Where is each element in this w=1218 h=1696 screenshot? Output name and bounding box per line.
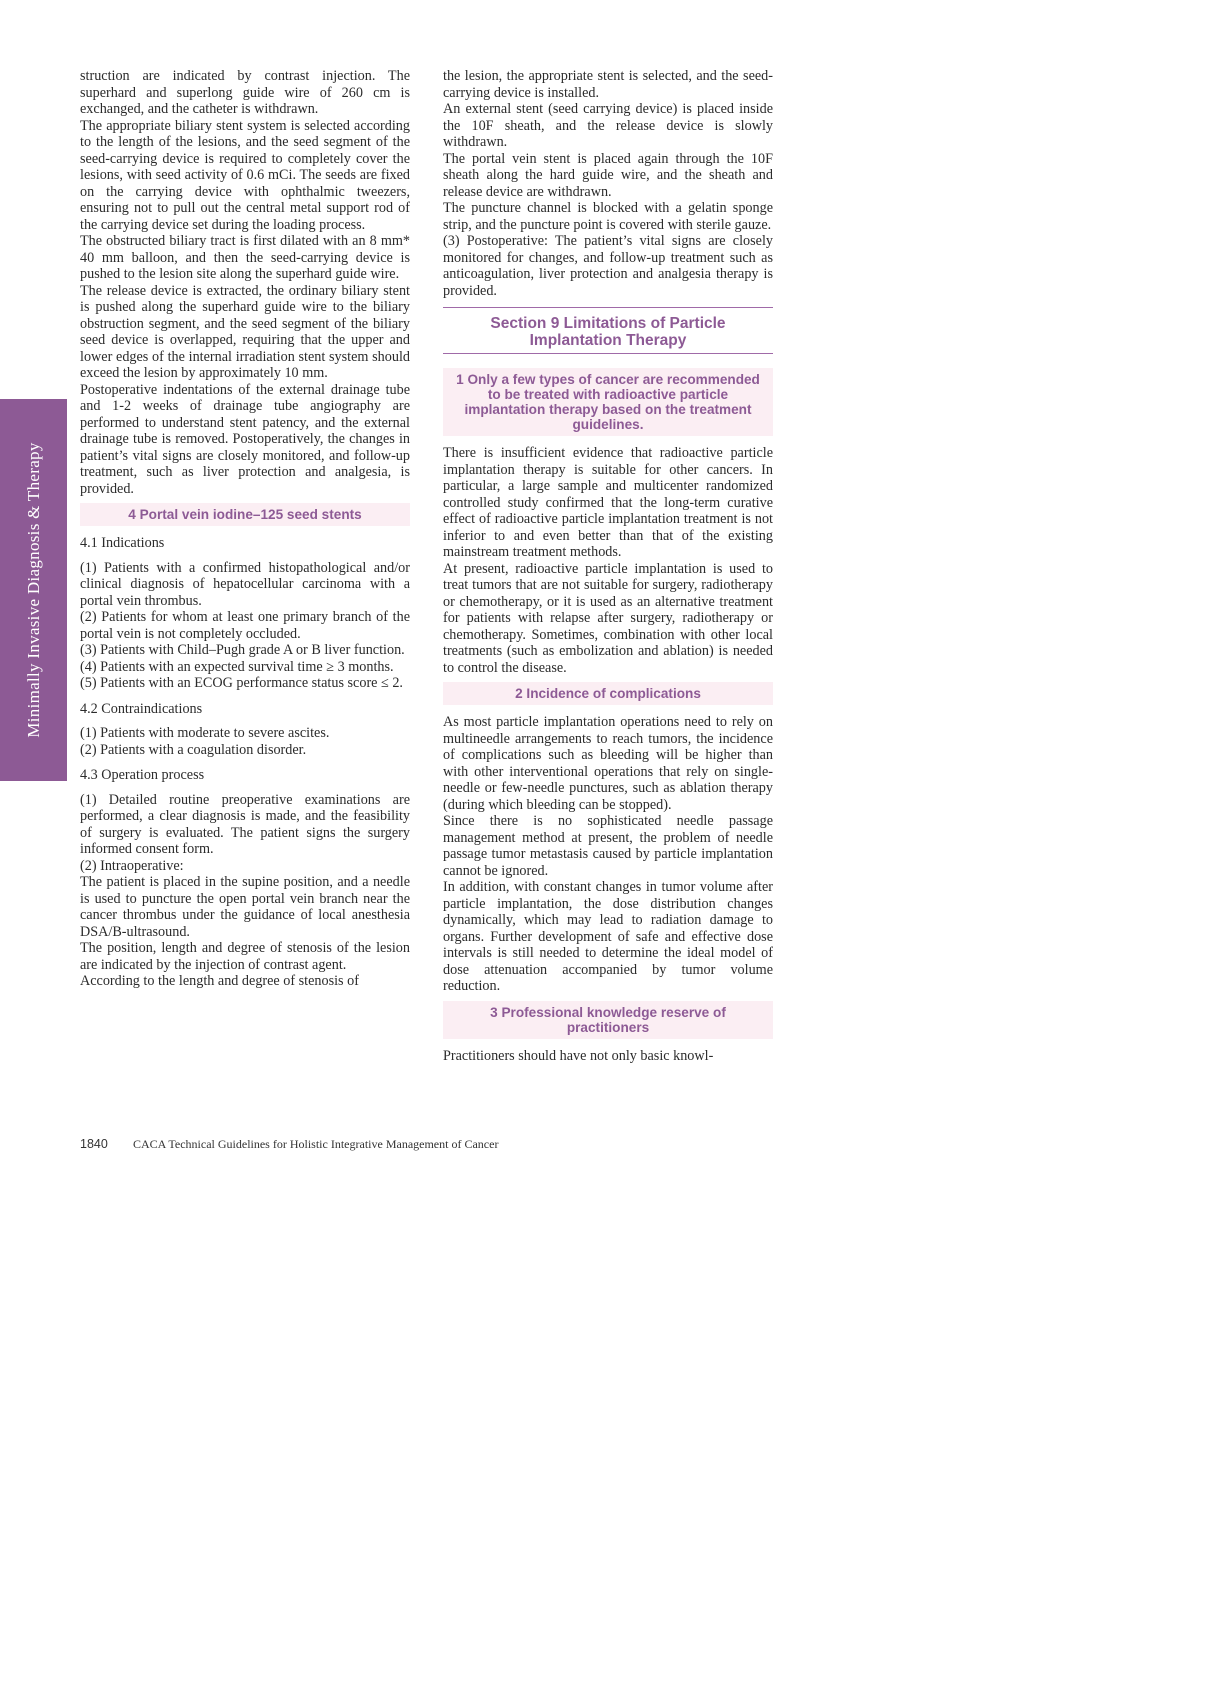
right-column [443,68,773,1064]
paragraph: Since there is no sophisticated needle passage management method at present, the problem of needle passage tumor metastasis caused by particle implantation cannot be ignored. [443,813,773,879]
paragraph: There is insufficient evidence that radioactive particle implantation therapy is suitable for other cancers. In particular, a large sample and multicenter randomized controlled study confirmed that the long-term curative effect of radioactive particle implantation treatment is not inferior to and even better than that of the existing mainstream treatment methods. [443,445,773,560]
running-title: CACA Technical Guidelines for Holistic Integrative Management of Cancer [132,1137,499,1151]
paragraph: At present, radioactive particle implantation is used to treat tumors that are not suitable for surgery, radiotherapy or chemotherapy, or it is used as an alternative treatment for patients with relapse after surgery, radiotherapy or chemotherapy. Sometimes, combination with other local treatments (such as embolization and ablation) is needed to control the disease. [443,560,773,676]
operation-step: The position, length and degree of stenosis of the lesion are indicated by the injection of contrast agent. [80,940,410,973]
indication-item: (2) Patients for whom at least one primary branch of the portal vein is not completely occluded. [80,609,410,642]
left-column [80,68,410,990]
paragraph: struction are indicated by contrast injection. The superhard and superlong guide wire of 260 cm is exchanged, and the catheter is withdrawn. [80,68,410,117]
paragraph: Postoperative indentations of the external drainage tube and 1-2 weeks of drainage tube angiography are performed to understand stent patency, and the external drainage tube is removed. Postoperatively, the changes in patient’s vital signs are closely monitored, and follow-up treatment, such as liver protection and analgesia, is provided. [80,381,410,497]
operation-step: (1) Detailed routine preoperative examinations are performed, a clear diagnosis is made, and the feasibility of surgery is evaluated. The patient signs the surgery informed consent form. [80,791,410,857]
section-heading: Section 9 Limitations of Particle Implantation Therapy [443,307,773,354]
heading-portal-vein-stents: 4 Portal vein iodine–125 seed stents [80,503,410,526]
paragraph: The appropriate biliary stent system is selected according to the length of the lesions, and the seed segment of the seed-carrying device is required to completely cover the lesions, with seed activity of 0.6 mCi. The seeds are fixed on the carrying device with ophthalmic tweezers, ensuring not to pull out the central metal support rod of the carrying device set during the loading process. [80,117,410,233]
paragraph: As most particle implantation operations need to rely on multineedle arrangements to reach tumors, the incidence of complications such as bleeding will be higher than with other interventional operations that rely on single-needle or few-needle punctures, such as ablation therapy (during which bleeding can be stopped). [443,714,773,813]
indication-item: (5) Patients with an ECOG performance status score ≤ 2. [80,675,403,691]
operation-step: The patient is placed in the supine position, and a needle is used to puncture the open portal vein branch near the cancer thrombus under the guidance of local anesthesia DSA/B-ultrasound. [80,874,410,940]
indication-item: (3) Patients with Child–Pugh grade A or B liver function. [80,642,405,658]
paragraph: The release device is extracted, the ordinary biliary stent is pushed along the superhard guide wire to the biliary obstruction segment, and the seed segment of the biliary seed device is overlapped, requiring that the upper and lower edges of the internal irradiation stent system should exceed the lesion by approximately 10 mm. [80,282,410,381]
paragraph: In addition, with constant changes in tumor volume after particle implantation, the dose distribution changes dynamically, which may lead to radiation damage to organs. Further development of safe and effective dose intervals is still needed to determine the ideal model of dose attenuation accompanied by tumor volume reduction. [443,879,773,994]
side-tab [0,399,67,781]
heading-few-cancer-types: 1 Only a few types of cancer are recommended to be treated with radioactive particle implantation therapy based on the treatment guidelines. [443,368,773,436]
subheading-operation-process: 4.3 Operation process [80,767,205,783]
paragraph: The portal vein stent is placed again through the 10F sheath along the hard guide wire, and the sheath and release device are withdrawn. [443,150,773,200]
operation-step: According to the length and degree of stenosis of [80,973,359,989]
indication-item: (1) Patients with a confirmed histopathological and/or clinical diagnosis of hepatocellular carcinoma with a portal vein thrombus. [80,559,410,609]
heading-complications: 2 Incidence of complications [443,682,773,705]
paragraph: (3) Postoperative: The patient’s vital signs are closely monitored for changes, and follow-up treatment such as anticoagulation, liver protection and analgesia therapy is provided. [443,233,773,299]
side-tab-label: Minimally Invasive Diagnosis & Therapy [23,442,43,738]
paragraph: The puncture channel is blocked with a gelatin sponge strip, and the puncture point is covered with sterile gauze. [443,200,773,233]
contraindication-item: (1) Patients with moderate to severe ascites. [80,725,330,741]
paragraph: The obstructed biliary tract is first dilated with an 8 mm* 40 mm balloon, and then the seed-carrying device is pushed to the lesion site along the superhard guide wire. [80,233,410,282]
paragraph: Practitioners should have not only basic knowl- [443,1047,714,1064]
paragraph: An external stent (seed carrying device) is placed inside the 10F sheath, and the release device is slowly withdrawn. [443,101,773,150]
page-footer [80,1137,498,1152]
contraindication-item: (2) Patients with a coagulation disorder. [80,741,307,758]
operation-step: (2) Intraoperative: [80,857,184,874]
heading-knowledge-reserve: 3 Professional knowledge reserve of practitioners [443,1001,773,1039]
subheading-indications: 4.1 Indications [80,535,165,551]
subheading-contraindications: 4.2 Contraindications [80,700,203,717]
page-number: 1840 [80,1137,108,1151]
indication-item: (4) Patients with an expected survival time ≥ 3 months. [80,658,394,675]
paragraph: the lesion, the appropriate stent is selected, and the seed-carrying device is installed. [443,68,773,101]
